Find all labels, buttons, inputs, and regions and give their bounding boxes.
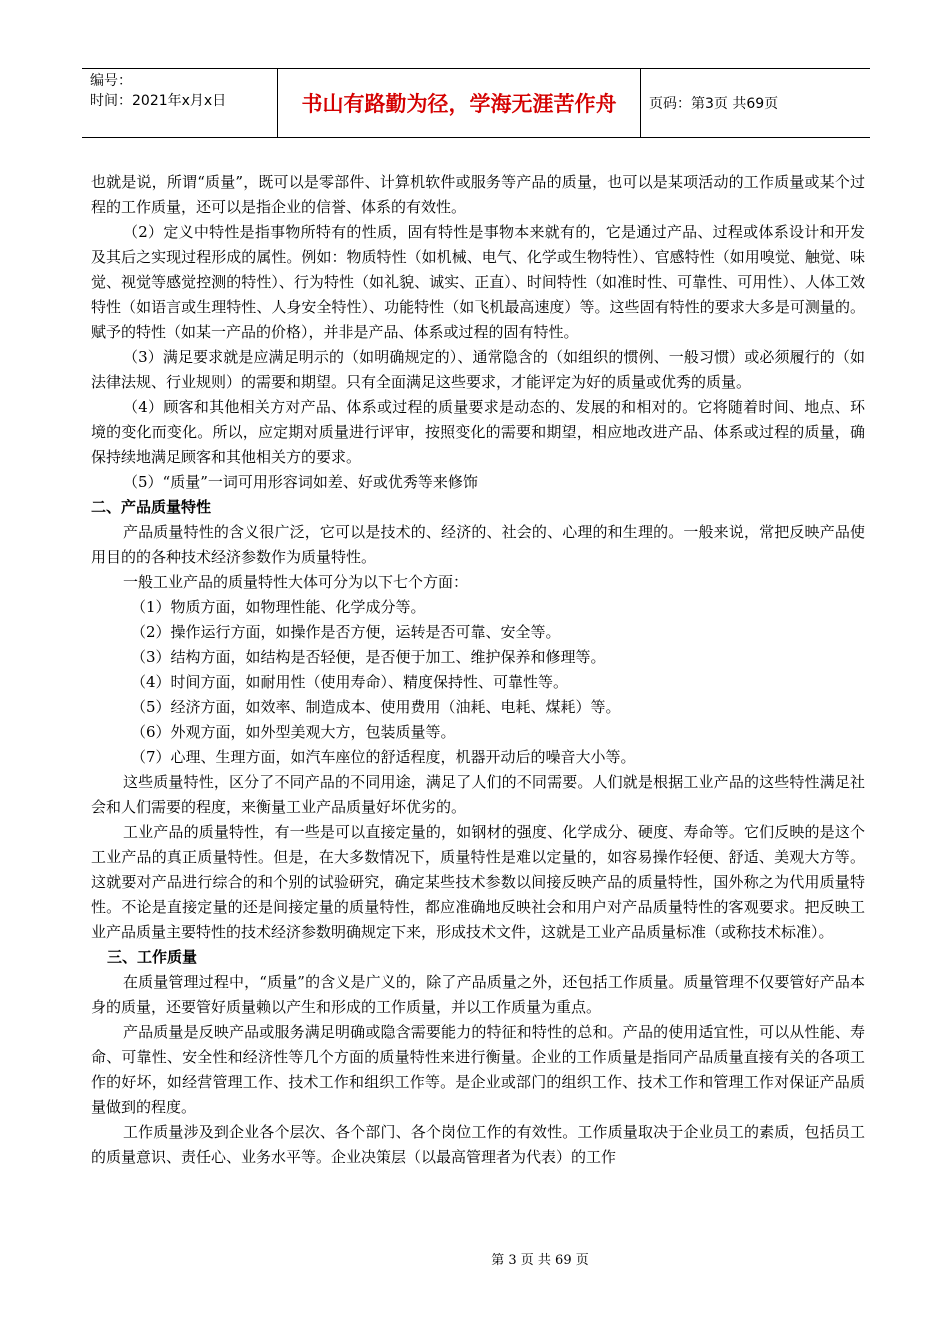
paragraph: （4）顾客和其他相关方对产品、体系或过程的质量要求是动态的、发展的和相对的。它将随着时间、地点、环境的变化而变化。所以，应定期对质量进行评审，按照变化的需要和期望，相应地改进产品、体系或过程的质量，确保持续地满足顾客和其他相关方的要求。 [91,398,865,466]
list-item: （7）心理、生理方面，如汽车座位的舒适程度，机器开动后的噪音大小等。 [131,748,636,766]
motto: 书山有路勤为径，学海无涯苦作舟 [278,69,641,137]
paragraph: 一般工业产品的质量特性大体可分为以下七个方面： [123,573,469,591]
time-label: 时间：2021年x月x日 [90,93,227,109]
list-item: （6）外观方面，如外型美观大方，包装质量等。 [131,723,456,741]
list-item: （2）操作运行方面，如操作是否方便，运转是否可靠、安全等。 [131,623,561,641]
header-meta [82,69,278,137]
paragraph: 产品质量是反映产品或服务满足明确或隐含需要能力的特征和特性的总和。产品的使用适宜性，可以从性能、寿命、可靠性、安全性和经济性等几个方面的质量特性来进行衡量。企业的工作质量是指同产品质量直接有关的各项工作的好坏，如经营管理工作、技术工作和组织工作等。是企业或部门的组织工作、技术工作和管理工作对保证产品质量做到的程度。 [91,1023,865,1116]
list-item: （3）结构方面，如结构是否轻便，是否便于加工、维护保养和修理等。 [131,648,606,666]
paragraph: （5）“质量”一词可用形容词如差、好或优秀等来修饰 [123,473,478,491]
paragraph: 产品质量特性的含义很广泛，它可以是技术的、经济的、社会的、心理的和生理的。一般来说，常把反映产品使用目的的各种技术经济参数作为质量特性。 [91,523,865,566]
paragraph: 在质量管理过程中，“质量”的含义是广义的，除了产品质量之外，还包括工作质量。质量管理不仅要管好产品本身的质量，还要管好质量赖以产生和形成的工作质量，并以工作质量为重点。 [91,973,865,1016]
list-item: （5）经济方面，如效率、制造成本、使用费用（油耗、电耗、煤耗）等。 [131,698,621,716]
paragraph: （3）满足要求就是应满足明示的（如明确规定的）、通常隐含的（如组织的惯例、一般习惯）或必须履行的（如法律法规、行业规则）的需要和期望。只有全面满足这些要求，才能评定为好的质量或优秀的质量。 [91,348,865,391]
page-header [82,68,870,138]
paragraph: 这些质量特性，区分了不同产品的不同用途，满足了人们的不同需要。人们就是根据工业产品的这些特性满足社会和人们需要的程度，来衡量工业产品质量好坏优劣的。 [91,773,865,816]
section-heading: 三、工作质量 [107,948,198,966]
list-item: （4）时间方面，如耐用性（使用寿命）、精度保持性、可靠性等。 [131,673,569,691]
page-info: 页码：第3页 共69页 [649,96,779,112]
section-heading: 二、产品质量特性 [91,498,212,516]
paragraph: 也就是说，所谓“质量”，既可以是零部件、计算机软件或服务等产品的质量，也可以是某项活动的工作质量或某个过程的工作质量，还可以是指企业的信誉、体系的有效性。 [91,173,865,216]
paragraph: 工作质量涉及到企业各个层次、各个部门、各个岗位工作的有效性。工作质量取决于企业员工的素质，包括员工的质量意识、责任心、业务水平等。企业决策层（以最高管理者为代表）的工作 [91,1123,865,1166]
paragraph: 工业产品的质量特性，有一些是可以直接定量的，如钢材的强度、化学成分、硬度、寿命等。它们反映的是这个工业产品的真正质量特性。但是，在大多数情况下，质量特性是难以定量的，如容易操作轻便、舒适、美观大方等。这就要对产品进行综合的和个别的试验研究，确定某些技术参数以间接反映产品的质量特性，国外称之为代用质量特性。不论是直接定量的还是间接定量的质量特性，都应准确地反映社会和用户对产品质量特性的客观要求。把反映工业产品质量主要特性的技术经济参数明确规定下来，形成技术文件，这就是工业产品质量标准（或称技术标准）。 [91,823,865,941]
number-label: 编号： [90,73,132,89]
document-body [91,170,865,1170]
list-item: （1）物质方面，如物理性能、化学成分等。 [131,598,426,616]
page-footer: 第 3 页 共 69 页 [491,1253,589,1268]
paragraph: （2）定义中特性是指事物所特有的性质，固有特性是事物本来就有的，它是通过产品、过程或体系设计和开发及其后之实现过程形成的属性。例如：物质特性（如机械、电气、化学或生物特性）、官感特性（如用嗅觉、触觉、味觉、视觉等感觉控测的特性）、行为特性（如礼貌、诚实、正直）、时间特性（如准时性、可靠性、可用性）、人体工效特性（如语言或生理特性、人身安全特性）、功能特性（如飞机最高速度）等。这些固有特性的要求大多是可测量的。赋予的特性（如某一产品的价格），并非是产品、体系或过程的固有特性。 [91,223,865,341]
